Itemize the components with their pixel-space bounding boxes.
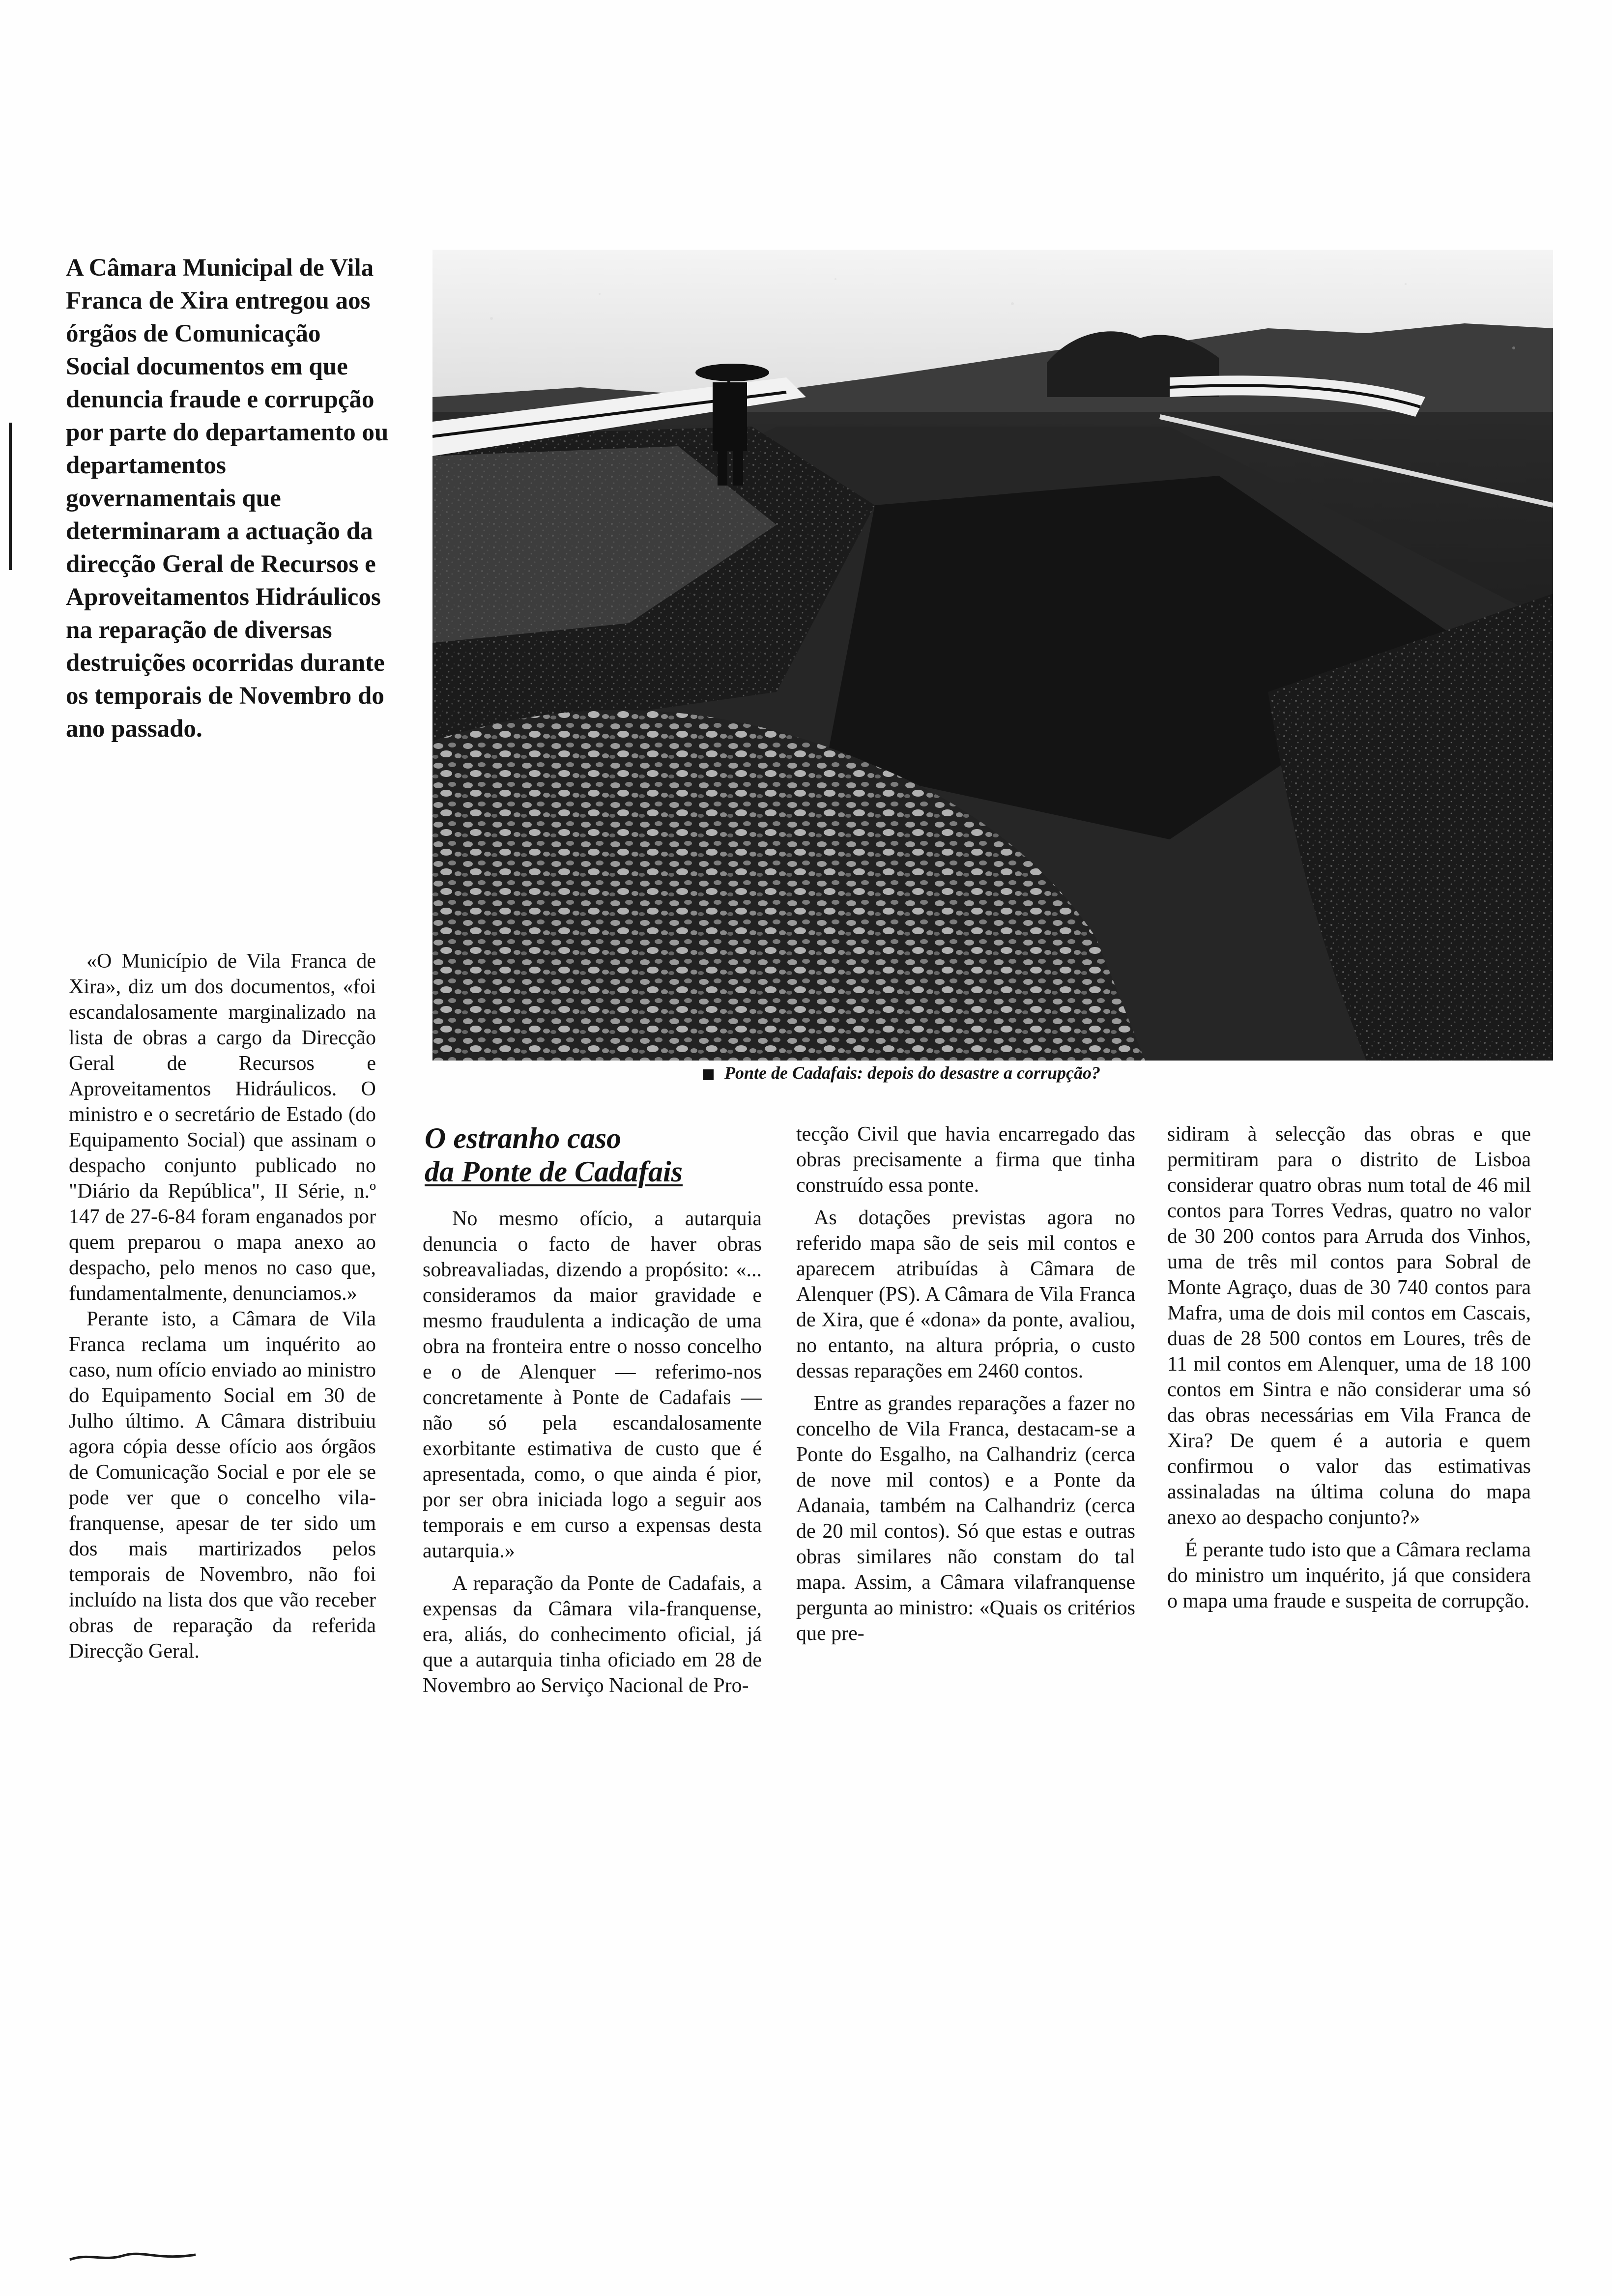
paragraph: tecção Civil que havia encarregado das obras precisamente a firma que tinha construído essa ponte.: [796, 1123, 1135, 1197]
paragraph: No mesmo ofício, a autarquia denuncia o facto de haver obras sobreavaliadas, dizendo a propósito: «... consideramos da maior gravidade e mesmo fraudulenta a indicação de uma obra na fronteira entre o nosso concelho e o de Alenquer — referimo-nos concretamente à Ponte de Cadafais — não só pela escandalosamente exorbitante estimativa de custo que é apresentada, como, o que ainda é pior, por ser obra iniciada logo a seguir aos temporais e em curso a expensas desta autarquia.»: [423, 1207, 762, 1562]
paragraph: A reparação da Ponte de Cadafais, a expensas da Câmara vila-franquense, era, aliás, do conhecimento oficial, já que a autarquia tinha oficiado em 28 de Novembro ao Serviço Nacional de Pro-: [423, 1572, 762, 1697]
section-heading-line-2: da Ponte de Cadafais: [425, 1155, 683, 1188]
article-photo: [432, 250, 1553, 1061]
margin-rule: [9, 423, 12, 570]
body-column-2: [423, 1121, 762, 1698]
paragraph: As dotações previstas agora no referido mapa são de seis mil contos e aparecem atribuídas à Câmara de Alenquer (PS). A Câmara de Vila Franca de Xira, que é «dona» da ponte, avaliou, no entanto, na altura própria, o custo dessas reparações em 2460 contos.: [796, 1206, 1135, 1382]
article-lead: A Câmara Municipal de Vila Franca de Xira entregou aos órgãos de Comunicação Social documentos em que denuncia fraude e corrupção por parte do departamento ou departamentos governamentais que determinaram a actuação da direcção Geral de Recursos e Aproveitamentos Hidráulicos na reparação de diversas destruições ocorridas durante os temporais de Novembro do ano passado.: [66, 254, 389, 743]
body-column-3: [796, 1121, 1135, 1646]
paragraph: Entre as grandes reparações a fazer no concelho de Vila Franca, destacam-se a Ponte do Esgalho, na Calhandriz (cerca de nove mil contos) e a Ponte da Adanaia, também na Calhandriz (cerca de 20 mil contos). Só que estas e outras obras similares não constam do tal mapa. Assim, a Câmara vilafranquense pergunta ao ministro: «Quais os critérios que pre-: [796, 1392, 1135, 1645]
body-column-1: [69, 948, 376, 1664]
caption-text: Ponte de Cadafais: depois do desastre a corrupção?: [724, 1063, 1100, 1083]
paragraph: «O Município de Vila Franca de Xira», diz um dos documentos, «foi escandalosamente marginalizado na lista de obras a cargo da Direcção Geral de Recursos e Aproveitamentos Hidráulicos. O ministro e o secretário de Estado (do Equipamento Social) que assinam o despacho conjunto publicado no "Diário da República", II Série, n.º 147 de 27-6-84 foram enganados por quem preparou o mapa anexo ao despacho, pelo menos no caso que, fundamentalmente, denunciamos.»: [69, 950, 376, 1305]
body-column-4: [1167, 1121, 1531, 1614]
paragraph: sidiram à selecção das obras e que permitiram para o distrito de Lisboa considerar quatro obras num total de 46 mil contos para Torres Vedras, quatro no valor de 30 200 contos para Arruda dos Vinhos, uma de três mil contos para Sobral de Monte Agraço, duas de 30 740 contos para Mafra, uma de dois mil contos em Cascais, duas de 28 500 contos em Loures, três de 11 mil contos em Alenquer, uma de 18 100 contos em Sintra e não considerar uma só das obras necessárias em Vila Franca de Xira? De quem é a autoria e quem confirmou o valor das estimativas assinaladas na última coluna do mapa anexo ao despacho conjunto?»: [1167, 1123, 1531, 1529]
section-heading-line-1: O estranho caso: [425, 1122, 622, 1154]
bridge-photo-image: [432, 250, 1553, 1061]
section-heading: [425, 1121, 762, 1188]
paragraph: Perante isto, a Câmara de Vila Franca reclama um inquérito ao caso, num ofício enviado ao ministro do Equipamento Social em 30 de Julho último. A Câmara distribuiu agora cópia desse ofício aos órgãos de Comunicação Social e por ele se pode ver que o concelho vila-franquense, apesar de ter sido um dos mais martirizados pelos temporais de Novembro, não foi incluído na lista dos que vão receber obras de reparação da referida Direcção Geral.: [69, 1308, 376, 1663]
scan-scribble-mark: [69, 2251, 197, 2263]
caption-bullet-icon: [703, 1069, 714, 1080]
paragraph: É perante tudo isto que a Câmara reclama do ministro um inquérito, já que considera o mapa uma fraude e suspeita de corrupção.: [1167, 1539, 1531, 1612]
photo-caption: [703, 1062, 1538, 1084]
